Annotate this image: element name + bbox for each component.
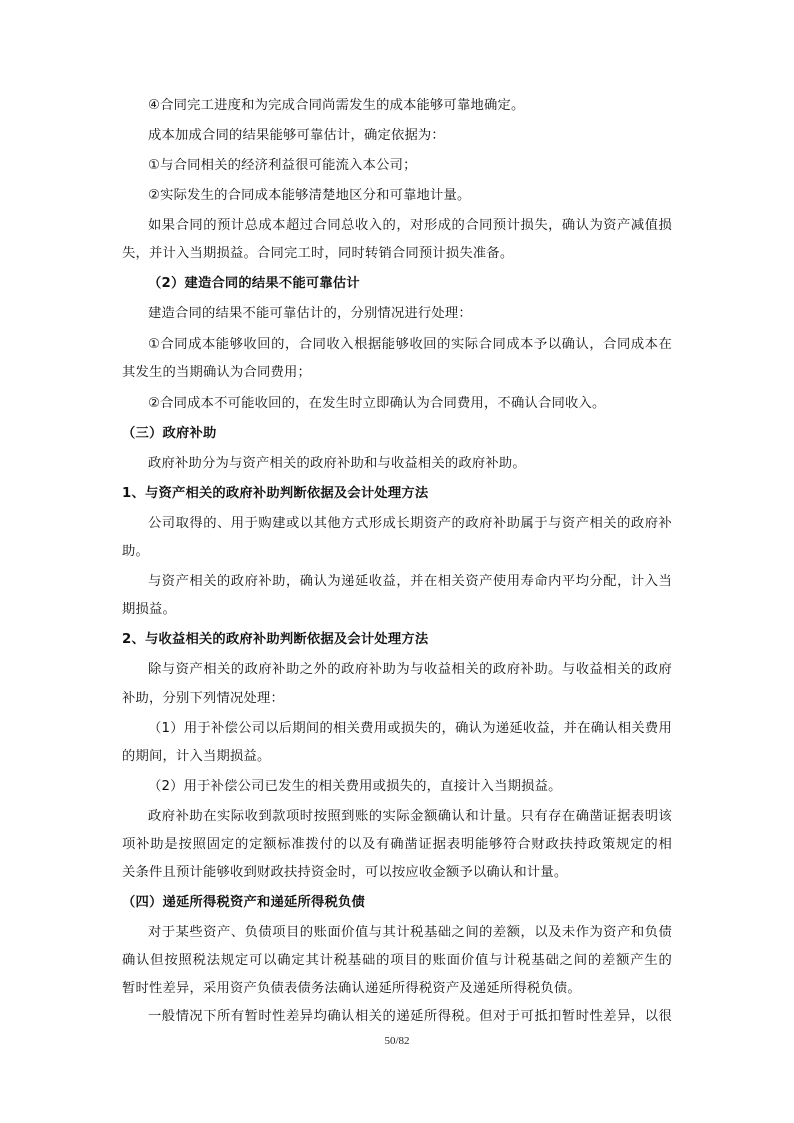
paragraph-line: ②合同成本不可能收回的，在发生时立即确认为合同费用，不确认合同收入。 <box>148 396 606 411</box>
paragraph-line: ②实际发生的合同成本能够清楚地区分和可靠地计量。 <box>148 188 471 203</box>
paragraph-line: 公司取得的、用于购建或以其他方式形成长期资产的政府补助属于与资产相关的政府补 <box>148 516 672 531</box>
paragraph-line: 其发生的当期确认为合同费用； <box>122 365 311 380</box>
paragraph-line: 的期间，计入当期损益。 <box>122 749 271 764</box>
paragraph-line: 确认但按照税法规定可以确定其计税基础的项目的账面价值与计税基础之间的差额产生的 <box>122 953 672 968</box>
paragraph-line: 政府补助在实际收到款项时按照到账的实际金额确认和计量。只有存在确凿证据表明该 <box>148 809 672 824</box>
section-heading: 2、与收益相关的政府补助判断依据及会计处理方法 <box>122 632 429 647</box>
paragraph-line: 除与资产相关的政府补助之外的政府补助为与收益相关的政府补助。与收益相关的政府 <box>148 662 672 677</box>
paragraph-line: 一般情况下所有暂时性差异均确认相关的递延所得税。但对于可抵扣暂时性差异，以很 <box>148 1009 672 1024</box>
paragraph-line: 建造合同的结果不能可靠估计的，分别情况进行处理： <box>148 306 472 321</box>
section-heading: （三）政府补助 <box>122 426 217 441</box>
section-heading: 1、与资产相关的政府补助判断依据及会计处理方法 <box>122 486 429 501</box>
paragraph-line: 项补助是按照固定的定额标准拨付的以及有确凿证据表明能够符合财政扶持政策规定的相 <box>122 837 672 852</box>
paragraph-line: ①合同成本能够收回的，合同收入根据能够收回的实际合同成本予以确认，合同成本在 <box>148 337 672 352</box>
paragraph-line: 暂时性差异，采用资产负债表债务法确认递延所得税资产及递延所得税负债。 <box>122 981 581 996</box>
paragraph-line: 失，并计入当期损益。合同完工时，同时转销合同预计损失准备。 <box>122 246 514 261</box>
paragraph-line: 政府补助分为与资产相关的政府补助和与收益相关的政府补助。 <box>148 456 526 471</box>
paragraph-line: ④合同完工进度和为完成合同尚需发生的成本能够可靠地确定。 <box>148 98 525 113</box>
paragraph-line: （2）用于补偿公司已发生的相关费用或损失的，直接计入当期损益。 <box>148 779 562 794</box>
paragraph-line: 期损益。 <box>122 602 176 617</box>
paragraph-line: 如果合同的预计总成本超过合同总收入的，对形成的合同预计损失，确认为资产减值损 <box>148 218 672 233</box>
section-heading: （2）建造合同的结果不能可靠估计 <box>148 276 360 291</box>
paragraph-line: 关条件且预计能够收到财政扶持资金时，可以按应收金额予以确认和计量。 <box>122 865 568 880</box>
paragraph-line: 助。 <box>122 544 149 559</box>
paragraph-line: 成本加成合同的结果能够可靠估计，确定依据为： <box>148 128 445 143</box>
page-number: 50/82 <box>384 1035 410 1047</box>
paragraph-line: ①与合同相关的经济利益很可能流入本公司； <box>148 158 417 173</box>
paragraph-line: 与资产相关的政府补助，确认为递延收益，并在相关资产使用寿命内平均分配，计入当 <box>148 574 672 589</box>
paragraph-line: 对于某些资产、负债项目的账面价值与其计税基础之间的差额，以及未作为资产和负债 <box>148 925 672 940</box>
section-heading: （四）递延所得税资产和递延所得税负债 <box>122 895 365 910</box>
paragraph-line: 补助，分别下列情况处理： <box>122 691 284 706</box>
paragraph-line: （1）用于补偿公司以后期间的相关费用或损失的，确认为递延收益，并在确认相关费用 <box>148 721 672 736</box>
